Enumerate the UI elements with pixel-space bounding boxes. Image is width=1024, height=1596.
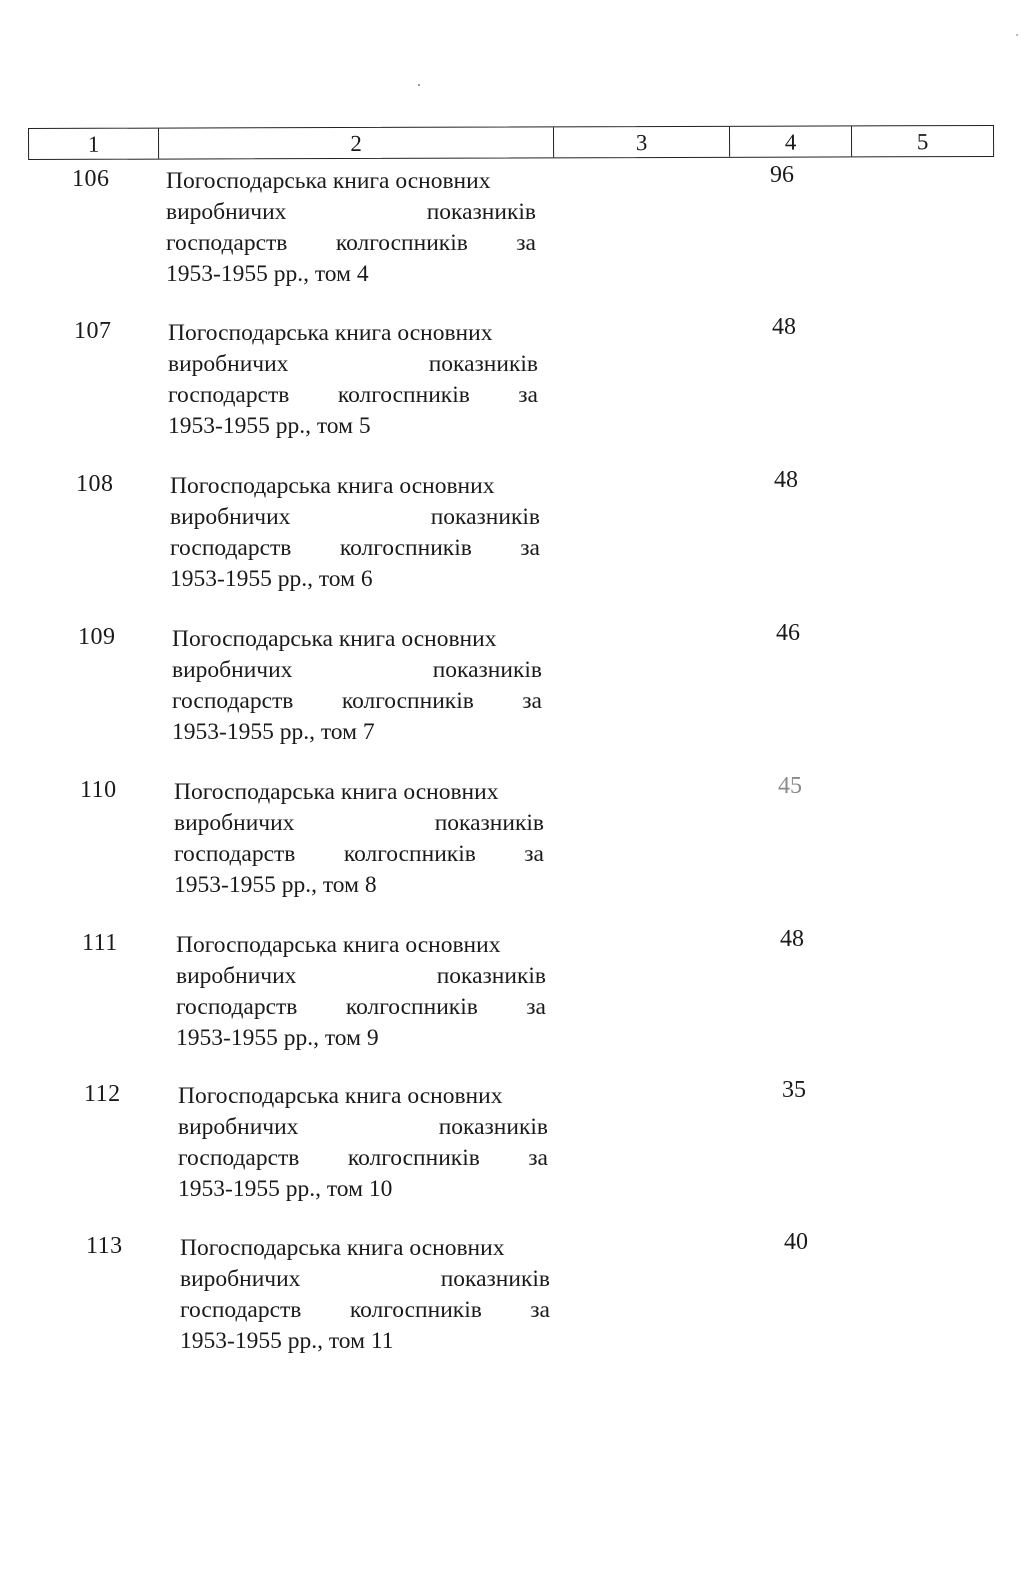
header-cell-2: 2 [159, 127, 554, 158]
description-word: колгоспників [345, 994, 478, 1020]
page-count: 45 [778, 773, 802, 799]
description-line: 1953-1955 рр., том 8 [174, 872, 377, 898]
description-line: Погосподарська книга основних [170, 473, 495, 499]
description-line: Погосподарська книга основних [176, 932, 501, 958]
description-line [170, 533, 540, 564]
record-number: 107 [74, 318, 112, 344]
description-line: 1953-1955 рр., том 5 [168, 413, 371, 439]
description-line: 1953-1955 рр., том 9 [176, 1025, 379, 1051]
description-line: 1953-1955 рр., том 10 [178, 1176, 393, 1202]
description-word: господарств [168, 382, 290, 408]
description-word: за [526, 994, 546, 1020]
description-word: господарств [176, 994, 298, 1020]
description-line [172, 655, 542, 686]
description-word: колгоспників [337, 382, 470, 408]
page-count: 46 [776, 620, 800, 646]
page-count: 35 [782, 1077, 806, 1103]
header-cell-5: 5 [916, 129, 929, 155]
description-line [166, 197, 536, 228]
record-number: 113 [86, 1233, 123, 1259]
header-cell-3: 3 [554, 127, 730, 158]
description-line [170, 502, 540, 533]
description-word: колгоспників [335, 230, 468, 256]
description-word: виробничих [168, 351, 289, 377]
description-line [174, 808, 544, 839]
description-line: 1953-1955 рр., том 11 [180, 1328, 394, 1354]
record-number: 110 [80, 777, 117, 803]
description-line: 1953-1955 рр., том 6 [170, 566, 373, 592]
page-count: 96 [770, 162, 794, 188]
description-line: Погосподарська книга основних [166, 168, 491, 194]
description-line [176, 961, 546, 992]
description-line [178, 1143, 548, 1174]
record-description [176, 930, 546, 1054]
record-number: 106 [72, 166, 110, 192]
description-word: колгоспників [341, 688, 474, 714]
description-word: за [530, 1297, 550, 1323]
description-line: Погосподарська книга основних [180, 1235, 505, 1261]
description-word: господарств [170, 535, 292, 561]
record-number: 111 [82, 930, 118, 956]
header-cell-4: 4 [730, 126, 852, 156]
description-word: виробничих [170, 504, 291, 530]
description-word: виробничих [172, 657, 293, 683]
description-word: показників [428, 351, 538, 377]
description-line [168, 349, 538, 380]
description-word: господарств [174, 841, 296, 867]
record-description [170, 471, 540, 595]
description-line [166, 228, 536, 259]
description-line: Погосподарська книга основних [174, 779, 499, 805]
record-description [178, 1081, 548, 1205]
description-word: за [528, 1145, 548, 1171]
record-description [166, 166, 536, 290]
scan-speck [418, 84, 420, 86]
description-word: за [522, 688, 542, 714]
description-word: за [524, 841, 544, 867]
record-number: 112 [84, 1081, 121, 1107]
description-word: за [518, 382, 538, 408]
description-word: за [520, 535, 540, 561]
page-count: 48 [780, 926, 804, 952]
description-line: Погосподарська книга основних [168, 320, 493, 346]
page-count: 48 [774, 467, 798, 493]
description-line: 1953-1955 рр., том 4 [166, 261, 369, 287]
description-word: виробничих [174, 810, 295, 836]
description-line [172, 686, 542, 717]
description-word: за [516, 230, 536, 256]
record-description [168, 318, 538, 442]
description-word: виробничих [178, 1114, 299, 1140]
description-line [174, 839, 544, 870]
description-line [178, 1112, 548, 1143]
description-word: показників [438, 1114, 548, 1140]
header-cell-1: 1 [29, 129, 159, 159]
record-description [180, 1233, 550, 1357]
description-line: 1953-1955 рр., том 7 [172, 719, 375, 745]
description-word: показників [432, 657, 542, 683]
description-word: господарств [180, 1297, 302, 1323]
description-word: виробничих [180, 1266, 301, 1292]
description-word: колгоспників [339, 535, 472, 561]
description-word: господарств [178, 1145, 300, 1171]
record-description [174, 777, 544, 901]
description-line: Погосподарська книга основних [172, 626, 497, 652]
description-word: показників [430, 504, 540, 530]
description-line: Погосподарська книга основних [178, 1083, 503, 1109]
description-word: показників [440, 1266, 550, 1292]
description-line [180, 1264, 550, 1295]
page-count: 40 [784, 1229, 808, 1255]
description-word: виробничих [176, 963, 297, 989]
description-word: виробничих [166, 199, 287, 225]
record-number: 108 [76, 471, 114, 497]
description-line [168, 380, 538, 411]
page-count: 48 [772, 314, 796, 340]
description-line [180, 1295, 550, 1326]
description-word: показників [434, 810, 544, 836]
description-word: показників [436, 963, 546, 989]
description-line [176, 992, 546, 1023]
description-word: колгоспників [347, 1145, 480, 1171]
description-word: господарств [166, 230, 288, 256]
description-word: колгоспників [343, 841, 476, 867]
record-number: 109 [78, 624, 116, 650]
description-word: колгоспників [349, 1297, 482, 1323]
description-word: показників [426, 199, 536, 225]
table-header [28, 125, 994, 160]
description-word: господарств [172, 688, 294, 714]
scan-speck [1016, 34, 1018, 36]
record-description [172, 624, 542, 748]
